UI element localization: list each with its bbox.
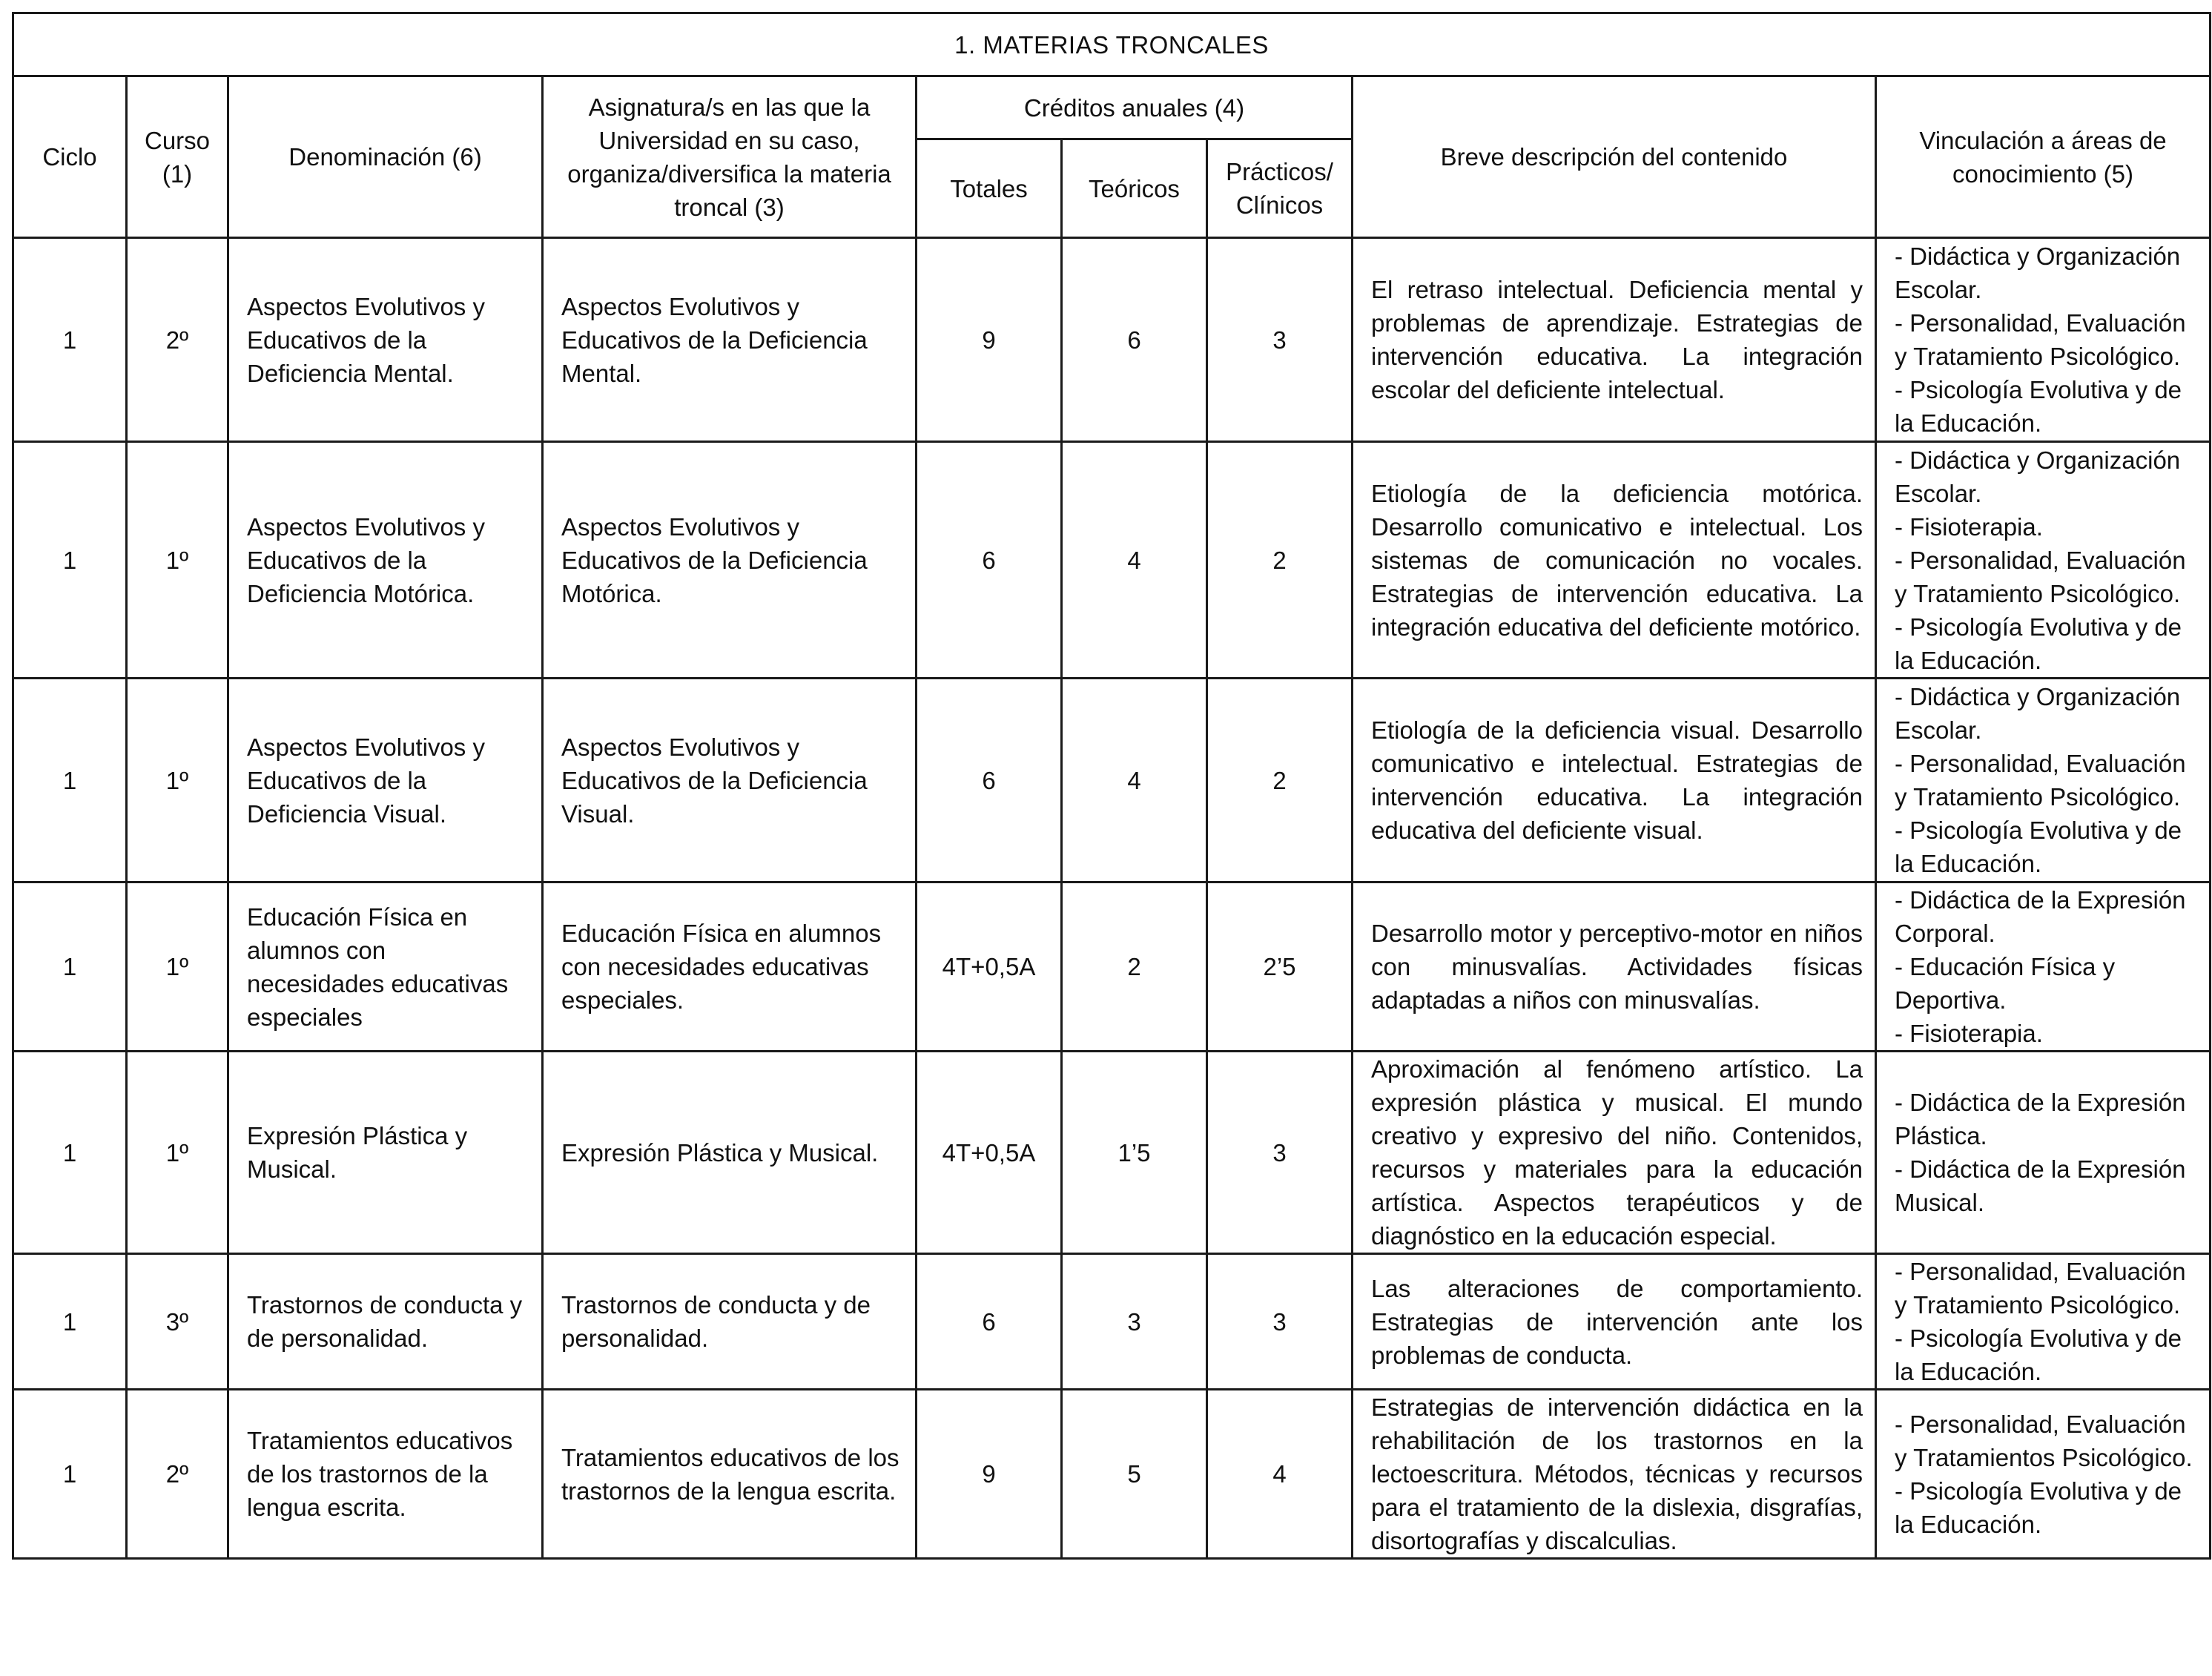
cell-practicos: 3 bbox=[1207, 1254, 1353, 1390]
cell-curso: 1º bbox=[127, 679, 228, 882]
cell-ciclo: 1 bbox=[13, 442, 127, 679]
cell-asignatura: Educación Física en alumnos con necesidades educativas especiales. bbox=[543, 882, 917, 1052]
header-vinculacion: Vinculación a áreas de conocimiento (5) bbox=[1876, 76, 2211, 238]
header-ciclo: Ciclo bbox=[13, 76, 127, 238]
cell-curso: 1º bbox=[127, 442, 228, 679]
cell-denominacion: Trastornos de conducta y de personalidad. bbox=[228, 1254, 543, 1390]
table-row bbox=[13, 1052, 2211, 1254]
cell-descripcion: Aproximación al fenómeno artístico. La expresión plástica y musical. El mundo creativo y expresivo del niño. Contenidos, recursos y materiales para la educación artística. Aspectos terapéuticos y de diagnóstico en la educación especial. bbox=[1353, 1052, 1876, 1254]
cell-descripcion: Etiología de la deficiencia visual. Desarrollo comunicativo e intelectual. Estrategias de intervención educativa. La integración educativa del deficiente visual. bbox=[1353, 679, 1876, 882]
cell-areas bbox=[1876, 238, 2211, 442]
cell-denominacion: Aspectos Evolutivos y Educativos de la Deficiencia Motórica. bbox=[228, 442, 543, 679]
header-descripcion: Breve descripción del contenido bbox=[1353, 76, 1876, 238]
cell-teoricos: 4 bbox=[1062, 679, 1207, 882]
cell-asignatura: Expresión Plástica y Musical. bbox=[543, 1052, 917, 1254]
area-item: - Didáctica y Organización Escolar. bbox=[1895, 243, 2181, 303]
area-item: - Personalidad, Evaluación y Tratamiento Psicológico. bbox=[1895, 750, 2186, 811]
cell-totales: 4T+0,5A bbox=[917, 882, 1062, 1052]
area-item: - Educación Física y Deportiva. bbox=[1895, 953, 2116, 1014]
area-item: - Psicología Evolutiva y de la Educación. bbox=[1895, 376, 2182, 437]
header-denominacion: Denominación (6) bbox=[228, 76, 543, 238]
table-row bbox=[13, 882, 2211, 1052]
cell-asignatura: Trastornos de conducta y de personalidad. bbox=[543, 1254, 917, 1390]
header-creditos: Créditos anuales (4) bbox=[917, 76, 1353, 139]
area-item: - Psicología Evolutiva y de la Educación. bbox=[1895, 1477, 2182, 1538]
header-teoricos: Teóricos bbox=[1062, 139, 1207, 238]
cell-denominacion: Aspectos Evolutivos y Educativos de la Deficiencia Mental. bbox=[228, 238, 543, 442]
cell-practicos: 3 bbox=[1207, 1052, 1353, 1254]
cell-totales: 6 bbox=[917, 1254, 1062, 1390]
cell-curso: 1º bbox=[127, 882, 228, 1052]
cell-totales: 6 bbox=[917, 679, 1062, 882]
cell-areas bbox=[1876, 1052, 2211, 1254]
area-item: - Didáctica y Organización Escolar. bbox=[1895, 683, 2181, 744]
area-item: - Didáctica de la Expresión Plástica. bbox=[1895, 1089, 2186, 1149]
cell-denominacion: Expresión Plástica y Musical. bbox=[228, 1052, 543, 1254]
cell-curso: 2º bbox=[127, 1390, 228, 1559]
cell-totales: 6 bbox=[917, 442, 1062, 679]
header-practicos: Prácticos/ Clínicos bbox=[1207, 139, 1353, 238]
area-item: - Psicología Evolutiva y de la Educación. bbox=[1895, 1324, 2182, 1385]
area-item: - Psicología Evolutiva y de la Educación. bbox=[1895, 613, 2182, 674]
cell-practicos: 3 bbox=[1207, 238, 1353, 442]
cell-practicos: 2’5 bbox=[1207, 882, 1353, 1052]
cell-ciclo: 1 bbox=[13, 882, 127, 1052]
area-item: - Didáctica y Organización Escolar. bbox=[1895, 446, 2181, 507]
cell-curso: 2º bbox=[127, 238, 228, 442]
cell-teoricos: 5 bbox=[1062, 1390, 1207, 1559]
cell-areas bbox=[1876, 1254, 2211, 1390]
cell-ciclo: 1 bbox=[13, 238, 127, 442]
table-title: 1. MATERIAS TRONCALES bbox=[13, 13, 2211, 76]
header-curso: Curso (1) bbox=[127, 76, 228, 238]
area-item: - Fisioterapia. bbox=[1895, 1020, 2043, 1047]
cell-descripcion: Las alteraciones de comportamiento. Estrategias de intervención ante los problemas de conducta. bbox=[1353, 1254, 1876, 1390]
area-item: - Personalidad, Evaluación y Tratamientos Psicológico. bbox=[1895, 1410, 2193, 1471]
cell-practicos: 4 bbox=[1207, 1390, 1353, 1559]
cell-ciclo: 1 bbox=[13, 1390, 127, 1559]
cell-descripcion: El retraso intelectual. Deficiencia mental y problemas de aprendizaje. Estrategias de intervención educativa. La integración escolar del deficiente intelectual. bbox=[1353, 238, 1876, 442]
cell-descripcion: Estrategias de intervención didáctica en la rehabilitación de los trastornos en la lectoescritura. Métodos, técnicas y recursos para el tratamiento de la dislexia, disgrafías, disortografías y discalculias. bbox=[1353, 1390, 1876, 1559]
cell-curso: 1º bbox=[127, 1052, 228, 1254]
table-row bbox=[13, 1390, 2211, 1559]
cell-asignatura: Aspectos Evolutivos y Educativos de la Deficiencia Mental. bbox=[543, 238, 917, 442]
cell-totales: 9 bbox=[917, 238, 1062, 442]
area-item: - Didáctica de la Expresión Musical. bbox=[1895, 1155, 2186, 1216]
cell-ciclo: 1 bbox=[13, 679, 127, 882]
header-totales: Totales bbox=[917, 139, 1062, 238]
cell-areas bbox=[1876, 442, 2211, 679]
cell-areas bbox=[1876, 1390, 2211, 1559]
cell-asignatura: Aspectos Evolutivos y Educativos de la Deficiencia Visual. bbox=[543, 679, 917, 882]
cell-teoricos: 2 bbox=[1062, 882, 1207, 1052]
cell-ciclo: 1 bbox=[13, 1052, 127, 1254]
cell-asignatura: Aspectos Evolutivos y Educativos de la Deficiencia Motórica. bbox=[543, 442, 917, 679]
table-row bbox=[13, 679, 2211, 882]
table-row bbox=[13, 442, 2211, 679]
cell-descripcion: Desarrollo motor y perceptivo-motor en niños con minusvalías. Actividades físicas adaptadas a niños con minusvalías. bbox=[1353, 882, 1876, 1052]
cell-practicos: 2 bbox=[1207, 442, 1353, 679]
cell-areas bbox=[1876, 882, 2211, 1052]
cell-areas bbox=[1876, 679, 2211, 882]
cell-totales: 4T+0,5A bbox=[917, 1052, 1062, 1254]
cell-denominacion: Educación Física en alumnos con necesidades educativas especiales bbox=[228, 882, 543, 1052]
cell-teoricos: 4 bbox=[1062, 442, 1207, 679]
cell-ciclo: 1 bbox=[13, 1254, 127, 1390]
cell-asignatura: Tratamientos educativos de los trastornos de la lengua escrita. bbox=[543, 1390, 917, 1559]
cell-totales: 9 bbox=[917, 1390, 1062, 1559]
cell-denominacion: Tratamientos educativos de los trastornos de la lengua escrita. bbox=[228, 1390, 543, 1559]
area-item: - Didáctica de la Expresión Corporal. bbox=[1895, 886, 2186, 947]
cell-denominacion: Aspectos Evolutivos y Educativos de la Deficiencia Visual. bbox=[228, 679, 543, 882]
cell-practicos: 2 bbox=[1207, 679, 1353, 882]
table-row bbox=[13, 238, 2211, 442]
area-item: - Personalidad, Evaluación y Tratamiento Psicológico. bbox=[1895, 309, 2186, 370]
area-item: - Personalidad, Evaluación y Tratamiento Psicológico. bbox=[1895, 546, 2186, 607]
table-row bbox=[13, 1254, 2211, 1390]
cell-teoricos: 1’5 bbox=[1062, 1052, 1207, 1254]
cell-teoricos: 3 bbox=[1062, 1254, 1207, 1390]
cell-descripcion: Etiología de la deficiencia motórica. Desarrollo comunicativo e intelectual. Los sistemas de comunicación no vocales. Estrategias de intervención educativa. La integración educativa del deficiente motórico. bbox=[1353, 442, 1876, 679]
cell-teoricos: 6 bbox=[1062, 238, 1207, 442]
area-item: - Fisioterapia. bbox=[1895, 512, 2043, 541]
area-item: - Psicología Evolutiva y de la Educación. bbox=[1895, 816, 2182, 877]
area-item: - Personalidad, Evaluación y Tratamiento Psicológico. bbox=[1895, 1258, 2186, 1319]
cell-curso: 3º bbox=[127, 1254, 228, 1390]
header-asignatura: Asignatura/s en las que la Universidad en su caso, organiza/diversifica la materia troncal (3) bbox=[543, 76, 917, 238]
materias-troncales-table bbox=[12, 12, 2211, 1560]
